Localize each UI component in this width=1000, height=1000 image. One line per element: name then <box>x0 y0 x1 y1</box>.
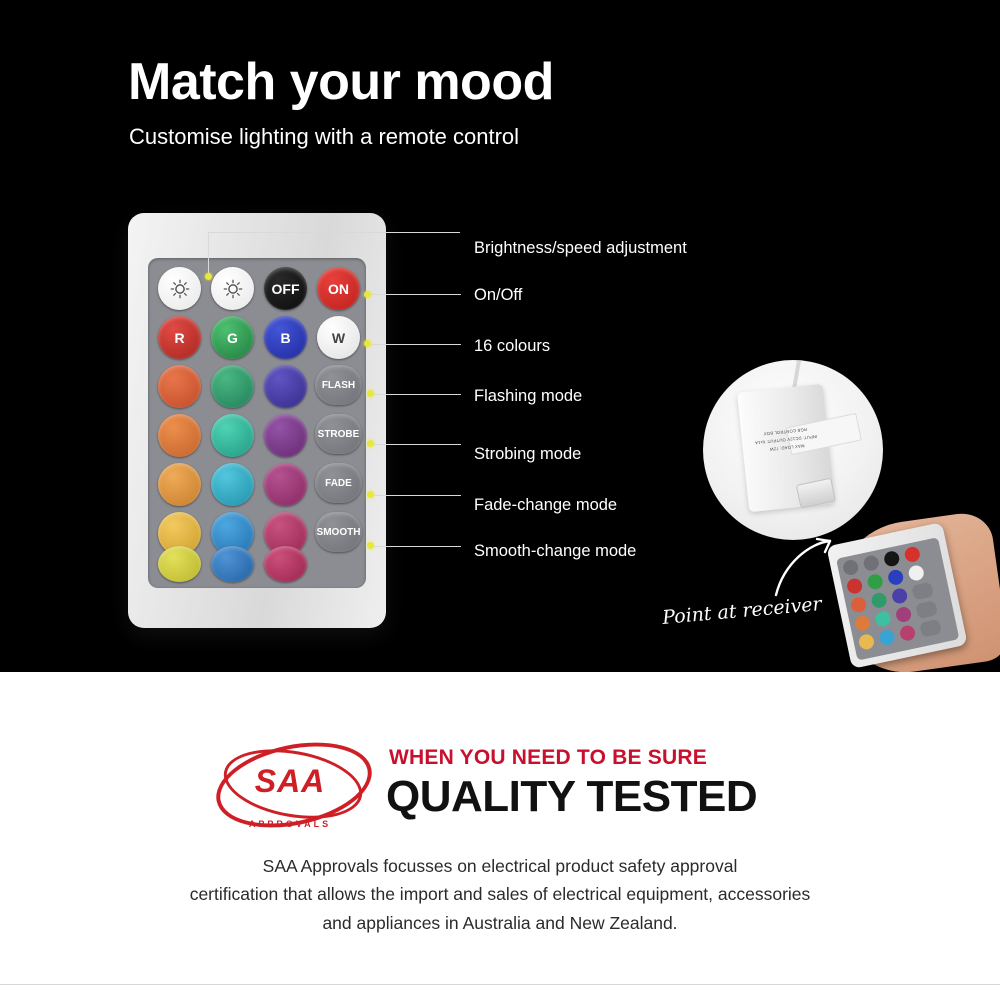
small-remote-button <box>846 577 864 595</box>
leader-line <box>369 294 461 295</box>
small-remote-button <box>895 606 913 624</box>
colour-button[interactable] <box>158 546 201 582</box>
curved-arrow-icon <box>770 533 840 603</box>
small-remote-button <box>907 564 925 582</box>
leader-line <box>369 344 461 345</box>
small-remote-button <box>874 610 892 628</box>
colour-button[interactable] <box>158 463 201 506</box>
quality-section <box>0 672 1000 1000</box>
colour-button[interactable] <box>158 365 201 408</box>
quality-kicker: WHEN YOU NEED TO BE SURE <box>389 746 707 769</box>
strobe-label: STROBE <box>317 428 360 440</box>
flash-mode-button[interactable] <box>315 365 362 405</box>
point-at-receiver-caption: Point at receiver <box>661 593 823 629</box>
annotation-flashing: Flashing mode <box>474 387 583 405</box>
blue-button-label: B <box>280 329 291 346</box>
receiver-text-line-1: RGB CONTROL BOX <box>763 427 808 437</box>
green-button[interactable] <box>211 316 254 359</box>
callout-dot <box>364 291 371 298</box>
leader-line <box>208 232 209 276</box>
quality-title: QUALITY TESTED <box>386 772 758 821</box>
strobe-mode-button[interactable] <box>315 414 362 454</box>
remote-keypad <box>148 258 366 588</box>
annotation-colours: 16 colours <box>474 337 551 355</box>
colour-button[interactable] <box>264 414 307 457</box>
saa-logo-subtext: APPROVALS <box>248 819 332 829</box>
leader-line <box>372 394 461 395</box>
receiver-connector <box>796 478 836 509</box>
quality-body-line-3: and appliances in Australia and New Zealand. <box>322 912 678 933</box>
small-remote-button <box>866 573 884 591</box>
small-remote-button <box>903 546 921 564</box>
small-remote-keypad <box>836 537 959 660</box>
annotation-onoff: On/Off <box>474 286 523 304</box>
small-remote-button <box>915 600 938 619</box>
red-button-label: R <box>174 329 185 346</box>
annotation-brightness: Brightness/speed adjustment <box>474 239 687 257</box>
small-remote-button <box>891 587 909 605</box>
small-remote-button <box>899 624 917 642</box>
brightness-down-button[interactable] <box>158 267 201 310</box>
annotation-fade: Fade-change mode <box>474 496 618 514</box>
callout-dot <box>367 390 374 397</box>
brightness-up-button[interactable] <box>211 267 254 310</box>
small-remote-button <box>883 550 901 568</box>
small-remote-button <box>850 596 868 614</box>
callout-dot <box>367 440 374 447</box>
footer-divider <box>0 984 1000 985</box>
colour-button[interactable] <box>211 414 254 457</box>
colour-button[interactable] <box>211 546 254 582</box>
off-button[interactable] <box>264 267 307 310</box>
blue-button[interactable] <box>264 316 307 359</box>
small-remote-button <box>887 568 905 586</box>
saa-logo-text: SAA <box>254 763 326 799</box>
smooth-mode-button[interactable] <box>315 512 362 552</box>
small-remote-button <box>911 582 934 601</box>
small-remote-button <box>842 559 860 577</box>
leader-line <box>372 444 461 445</box>
sun-icon <box>222 278 244 300</box>
fade-mode-button[interactable] <box>315 463 362 503</box>
callout-dot <box>364 340 371 347</box>
on-button-label: ON <box>328 280 349 297</box>
smooth-label: SMOOTH <box>316 526 361 538</box>
colour-button[interactable] <box>211 365 254 408</box>
annotation-smooth: Smooth-change mode <box>474 542 637 560</box>
receiver-text-line-2: INPUT: DC12V OUTPUT: 6x1A <box>754 433 818 446</box>
red-button[interactable] <box>158 316 201 359</box>
quality-body-copy <box>0 852 1000 937</box>
leader-line <box>372 495 461 496</box>
small-remote-button <box>854 614 872 632</box>
colour-button[interactable] <box>211 463 254 506</box>
fade-label: FADE <box>325 477 352 489</box>
receiver-image <box>703 360 883 540</box>
small-remote-button <box>858 633 876 651</box>
page-title: Match your mood <box>128 53 554 111</box>
remote-button-grid <box>148 258 366 588</box>
small-remote-image <box>826 522 967 669</box>
page-subtitle: Customise lighting with a remote control <box>129 124 520 149</box>
colour-button[interactable] <box>264 365 307 408</box>
off-button-label: OFF <box>271 280 300 297</box>
callout-dot <box>205 273 212 280</box>
receiver-box <box>737 384 835 512</box>
small-remote-button <box>870 591 888 609</box>
callout-dot <box>367 542 374 549</box>
small-remote-button <box>919 619 942 638</box>
colour-button[interactable] <box>264 463 307 506</box>
small-remote-button <box>878 629 896 647</box>
annotation-strobing: Strobing mode <box>474 445 582 463</box>
saa-logo <box>215 737 365 837</box>
on-button[interactable] <box>317 267 360 310</box>
small-remote-button <box>862 554 880 572</box>
leader-line <box>372 546 461 547</box>
quality-body-line-1: SAA Approvals focusses on electrical product safety approval <box>262 856 738 876</box>
callout-dot <box>367 491 374 498</box>
white-button[interactable] <box>317 316 360 359</box>
receiver-text-line-3: MAX LOAD: 72W <box>769 443 805 453</box>
quality-body-line-2: certification that allows the import and sales of electrical equipment, accessories <box>189 884 811 905</box>
flash-label: FLASH <box>321 379 356 391</box>
colour-button[interactable] <box>158 414 201 457</box>
sun-icon <box>169 278 191 300</box>
remote-control-image <box>128 213 386 628</box>
white-button-label: W <box>331 329 346 346</box>
green-button-label: G <box>227 329 238 346</box>
colour-button[interactable] <box>264 546 307 582</box>
leader-line <box>208 232 460 233</box>
